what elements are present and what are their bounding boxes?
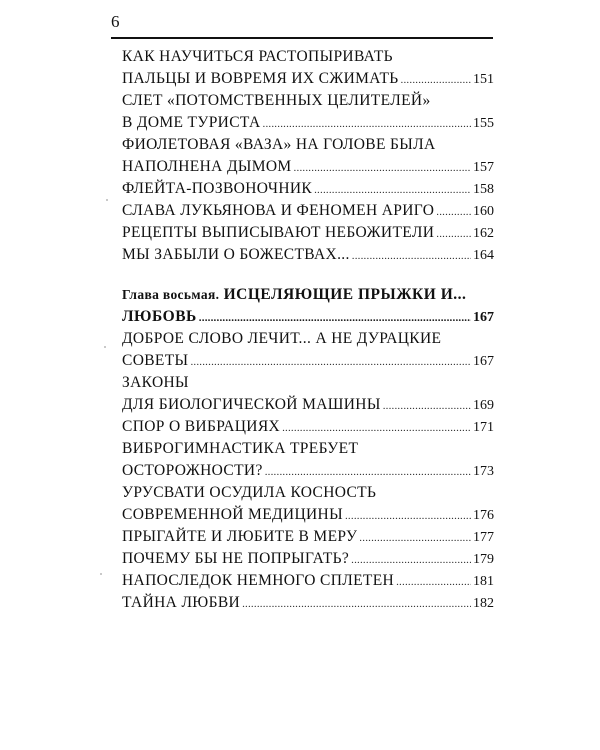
dot-leader [345,505,471,526]
toc-entry-title: КАК НАУЧИТЬСЯ РАСТОПЫРИВАТЬ [122,48,393,65]
toc-entry-title: ДЛЯ БИОЛОГИЧЕСКОЙ МАШИНЫ [122,394,383,416]
toc-entry-title: НАПОЛНЕНА ДЫМОМ [122,156,294,178]
toc-entry-title: ДОБРОЕ СЛОВО ЛЕЧИТ... А НЕ ДУРАЦКИЕ [122,330,442,347]
toc-entry-title: ФЛЕЙТА-ПОЗВОНОЧНИК [122,178,314,200]
toc-entry [122,526,494,548]
dot-leader [199,307,471,328]
dot-leader [242,593,471,614]
toc-entry-line [122,134,494,156]
toc-entry-line [122,68,494,90]
toc-entry-line [122,570,494,592]
toc-page-number: 155 [473,116,494,131]
toc-entry [122,46,494,90]
toc-entry-line [122,90,494,112]
toc-section-1 [122,46,494,266]
toc-entry [122,134,494,178]
toc-entry-title: ОСТОРОЖНОСТИ? [122,460,265,482]
dot-leader [359,527,471,548]
chapter-title-part-2: ЛЮБОВЬ [122,306,199,328]
toc-entry-line [122,526,494,548]
toc-entry-line [122,46,494,68]
toc-entry [122,178,494,200]
toc-entry-line [122,438,494,460]
toc-entry-title: СЛЕТ «ПОТОМСТВЕННЫХ ЦЕЛИТЕЛЕЙ» [122,92,431,109]
dot-leader [396,571,471,592]
toc-entry [122,570,494,592]
toc-entry-title: УРУСВАТИ ОСУДИЛА КОСНОСТЬ [122,484,377,501]
toc-page-number: 151 [473,72,494,87]
dot-leader [282,417,471,438]
toc-entry-line [122,178,494,200]
scan-speck [100,573,102,575]
chapter-page-number: 167 [473,310,494,325]
toc-page-number: 167 [473,354,494,369]
toc-entry-line [122,592,494,614]
toc-entry [122,200,494,222]
toc-entry [122,592,494,614]
toc-entry-line [122,156,494,178]
toc-entry-line [122,200,494,222]
toc-entry-title: ПРЫГАЙТЕ И ЛЮБИТЕ В МЕРУ [122,526,359,548]
toc-page-number: 160 [473,204,494,219]
dot-leader [294,157,471,178]
dot-leader [190,351,471,372]
dot-leader [265,461,471,482]
toc-page-number: 182 [473,596,494,611]
toc-entry-line [122,394,494,416]
toc-page-number: 177 [473,530,494,545]
toc-section-2 [122,328,494,614]
toc-entry-line [122,244,494,266]
toc-entry [122,482,494,526]
scan-speck [106,199,108,201]
header-rule [111,37,493,39]
table-of-contents [122,46,494,614]
chapter-title-part-1: ИСЦЕЛЯЮЩИЕ ПРЫЖКИ И... [223,286,467,303]
toc-entry [122,222,494,244]
toc-page-number: 176 [473,508,494,523]
toc-entry-title: МЫ ЗАБЫЛИ О БОЖЕСТВАХ... [122,244,352,266]
toc-page-number: 181 [473,574,494,589]
toc-entry-line [122,482,494,504]
toc-entry-line [122,328,494,350]
dot-leader [352,245,471,266]
toc-page-number: 171 [473,420,494,435]
scan-speck [104,346,106,348]
toc-entry-title: ФИОЛЕТОВАЯ «ВАЗА» НА ГОЛОВЕ БЫЛА [122,136,436,153]
toc-entry-title: СОВЕТЫ [122,350,190,372]
toc-entry-line [122,350,494,372]
toc-page-number: 179 [473,552,494,567]
toc-entry-title: РЕЦЕПТЫ ВЫПИСЫВАЮТ НЕБОЖИТЕЛИ [122,222,436,244]
dot-leader [383,395,471,416]
toc-entry [122,548,494,570]
dot-leader [263,113,472,134]
toc-entry [122,90,494,134]
toc-page-number: 157 [473,160,494,175]
toc-entry-title: ТАЙНА ЛЮБВИ [122,592,242,614]
chapter-heading [122,284,494,328]
toc-page-number: 164 [473,248,494,263]
toc-entry-title: ПАЛЬЦЫ И ВОВРЕМЯ ИХ СЖИМАТЬ [122,68,401,90]
dot-leader [314,179,471,200]
toc-entry [122,438,494,482]
chapter-heading-line-1 [122,284,494,306]
toc-page-number: 169 [473,398,494,413]
dot-leader [436,223,471,244]
toc-entry [122,328,494,372]
toc-page-number: 158 [473,182,494,197]
chapter-spacer [122,266,494,284]
dot-leader [401,69,471,90]
page-number: 6 [111,12,120,31]
toc-entry-line [122,416,494,438]
toc-entry-line [122,548,494,570]
toc-page-number: 173 [473,464,494,479]
toc-entry-title: ВИБРОГИМНАСТИКА ТРЕБУЕТ [122,440,359,457]
toc-entry-title: ПОЧЕМУ БЫ НЕ ПОПРЫГАТЬ? [122,548,351,570]
toc-page-number: 162 [473,226,494,241]
toc-entry-title: СЛАВА ЛУКЬЯНОВА И ФЕНОМЕН АРИГО [122,200,436,222]
toc-entry-line [122,112,494,134]
toc-entry-title: ЗАКОНЫ [122,374,189,391]
toc-entry-title: В ДОМЕ ТУРИСТА [122,112,263,134]
toc-entry-line [122,372,494,394]
toc-entry-title: СОВРЕМЕННОЙ МЕДИЦИНЫ [122,504,345,526]
toc-entry [122,416,494,438]
toc-entry [122,244,494,266]
chapter-heading-line-2 [122,306,494,328]
toc-entry-line [122,504,494,526]
toc-entry-line [122,460,494,482]
toc-entry [122,372,494,416]
toc-entry-title: НАПОСЛЕДОК НЕМНОГО СПЛЕТЕН [122,570,396,592]
dot-leader [351,549,471,570]
toc-entry-title: СПОР О ВИБРАЦИЯХ [122,416,282,438]
chapter-label: Глава восьмая. [122,287,220,302]
toc-entry-line [122,222,494,244]
dot-leader [436,201,471,222]
